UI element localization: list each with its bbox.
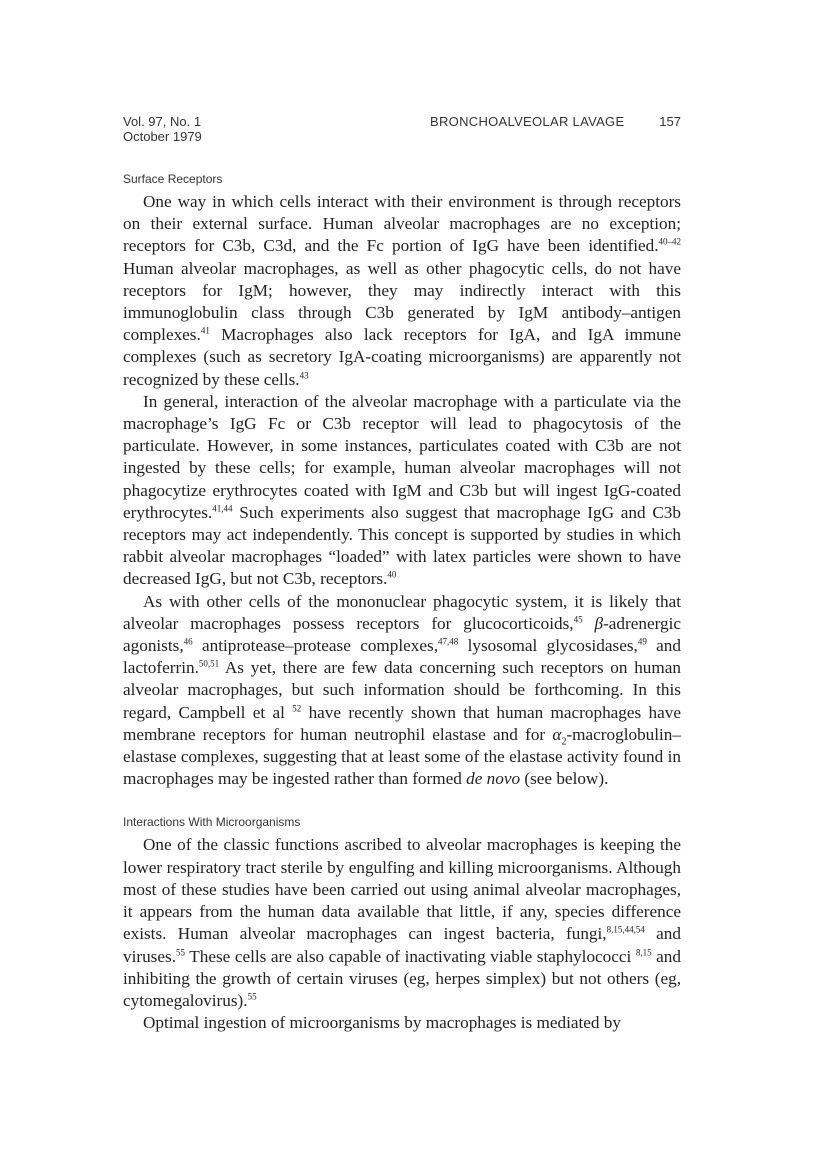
section-heading-surface-receptors: Surface Receptors bbox=[123, 172, 223, 186]
issue-date: October 1979 bbox=[123, 129, 202, 144]
body-paragraph: One of the classic functions ascribed to alveolar macrophages is keeping the lower respiratory tract sterile by engulfing and killing microorganisms. Although most of these studies have been carried out using animal alveolar macrophages, it appears from the human data available that little, if any, species difference exists. Human alveolar macrophages can ingest bacteria, fungi,$^{8,15,44,54}$ and viruses.$^{55}$ These cells are also capable of inactivating viable staphylococci $^{8,15}$ and inhibiting the growth of certain viruses (eg, herpes simplex) but not others (eg, cytomegalovirus).$^{55}$ bbox=[123, 835, 681, 1010]
subscript: 2 bbox=[561, 736, 567, 748]
running-header bbox=[123, 114, 681, 154]
citation-reference: 40 bbox=[387, 569, 397, 580]
citation-reference: 8,15 bbox=[635, 946, 652, 957]
issue-info bbox=[123, 114, 202, 144]
italic-term: β bbox=[594, 613, 604, 633]
citation-reference: 8,15,44,54 bbox=[606, 924, 645, 935]
citation-reference: 55 bbox=[176, 946, 185, 957]
journal-page bbox=[123, 114, 681, 1034]
citation-reference: 46 bbox=[183, 636, 193, 647]
section-heading-interactions-with-microorganisms: Interactions With Microorganisms bbox=[123, 815, 301, 830]
citation-reference: 50,51 bbox=[198, 658, 220, 669]
page-number: 157 bbox=[659, 114, 681, 129]
citation-reference: 47,48 bbox=[438, 636, 459, 647]
citation-reference: 52 bbox=[292, 702, 302, 713]
running-title: BRONCHOALVEOLAR LAVAGE bbox=[430, 114, 625, 129]
body-paragraph: In general, interaction of the alveolar macrophage with a particulate via the macrophage’s IgG Fc or C3b receptor will lead to phagocytosis of the particulate. However, in some instances, particulates coated with C3b are not ingested by these cells; for example, human alveolar macrophages will not phagocytize erythrocytes coated with IgM and C3b but will ingest IgG-coated erythrocytes.$^{41,44}$ Such experiments also suggest that macrophage IgG and C3b receptors may act independently. This concept is supported by studies in which rabbit alveolar macrophages “loaded” with latex particles were shown to have decreased IgG, but not C3b, receptors.$^{40}$ bbox=[123, 391, 681, 589]
citation-reference: 49 bbox=[637, 636, 647, 647]
body-paragraph: One way in which cells interact with their environment is through receptors on their external surface. Human alveolar macrophages are no exception; receptors for C3b, C3d, and the Fc portion of IgG have been identified.$^{40-42}$ Human alveolar macrophages, as well as other phagocytic cells, do not have receptors for IgM; however, they may indirectly interact with this immunoglobulin class through C3b generated by IgM antibody–antigen complexes.$^{41}$ Macrophages also lack receptors for IgA, and IgA immune complexes (such as secretory IgA-coating microorganisms) are apparently not recognized by these cells.$^{43}$ bbox=[123, 192, 681, 389]
body-paragraph: Optimal ingestion of microorganisms by macrophages is mediated by bbox=[143, 1013, 621, 1033]
citation-reference: 43 bbox=[299, 369, 309, 380]
citation-reference: 45 bbox=[573, 614, 583, 625]
italic-term: de novo bbox=[466, 769, 521, 789]
citation-reference: 41,44 bbox=[212, 503, 233, 514]
italic-term: α bbox=[552, 724, 562, 744]
body-paragraph: As with other cells of the mononuclear phagocytic system, it is likely that alveolar macrophages possess receptors for glucocorticoids,$^{45}$ β-adrenergic agonists,$^{46}$ antiprotease–protease complexes,$^{47,48}$ lysosomal glycosidases,$^{49}$ and lactoferrin.$^{50,51}$ As yet, there are few data concerning such receptors on human alveolar macrophages, but such information should be forthcoming. In this regard, Campbell et al $^{52}$ have recently shown that human macrophages have membrane receptors for human neutrophil elastase and for $\alpha_2-macroglobulin$–elastase complexes, suggesting that at least some of the elastase activity found in macrophages may be ingested rather than formed de novo (see below). bbox=[123, 591, 681, 789]
citation-reference: 40–42 bbox=[658, 236, 681, 247]
citation-reference: 55 bbox=[247, 991, 257, 1002]
volume-number: Vol. 97, No. 1 bbox=[123, 114, 202, 129]
citation-reference: 41 bbox=[200, 325, 210, 336]
